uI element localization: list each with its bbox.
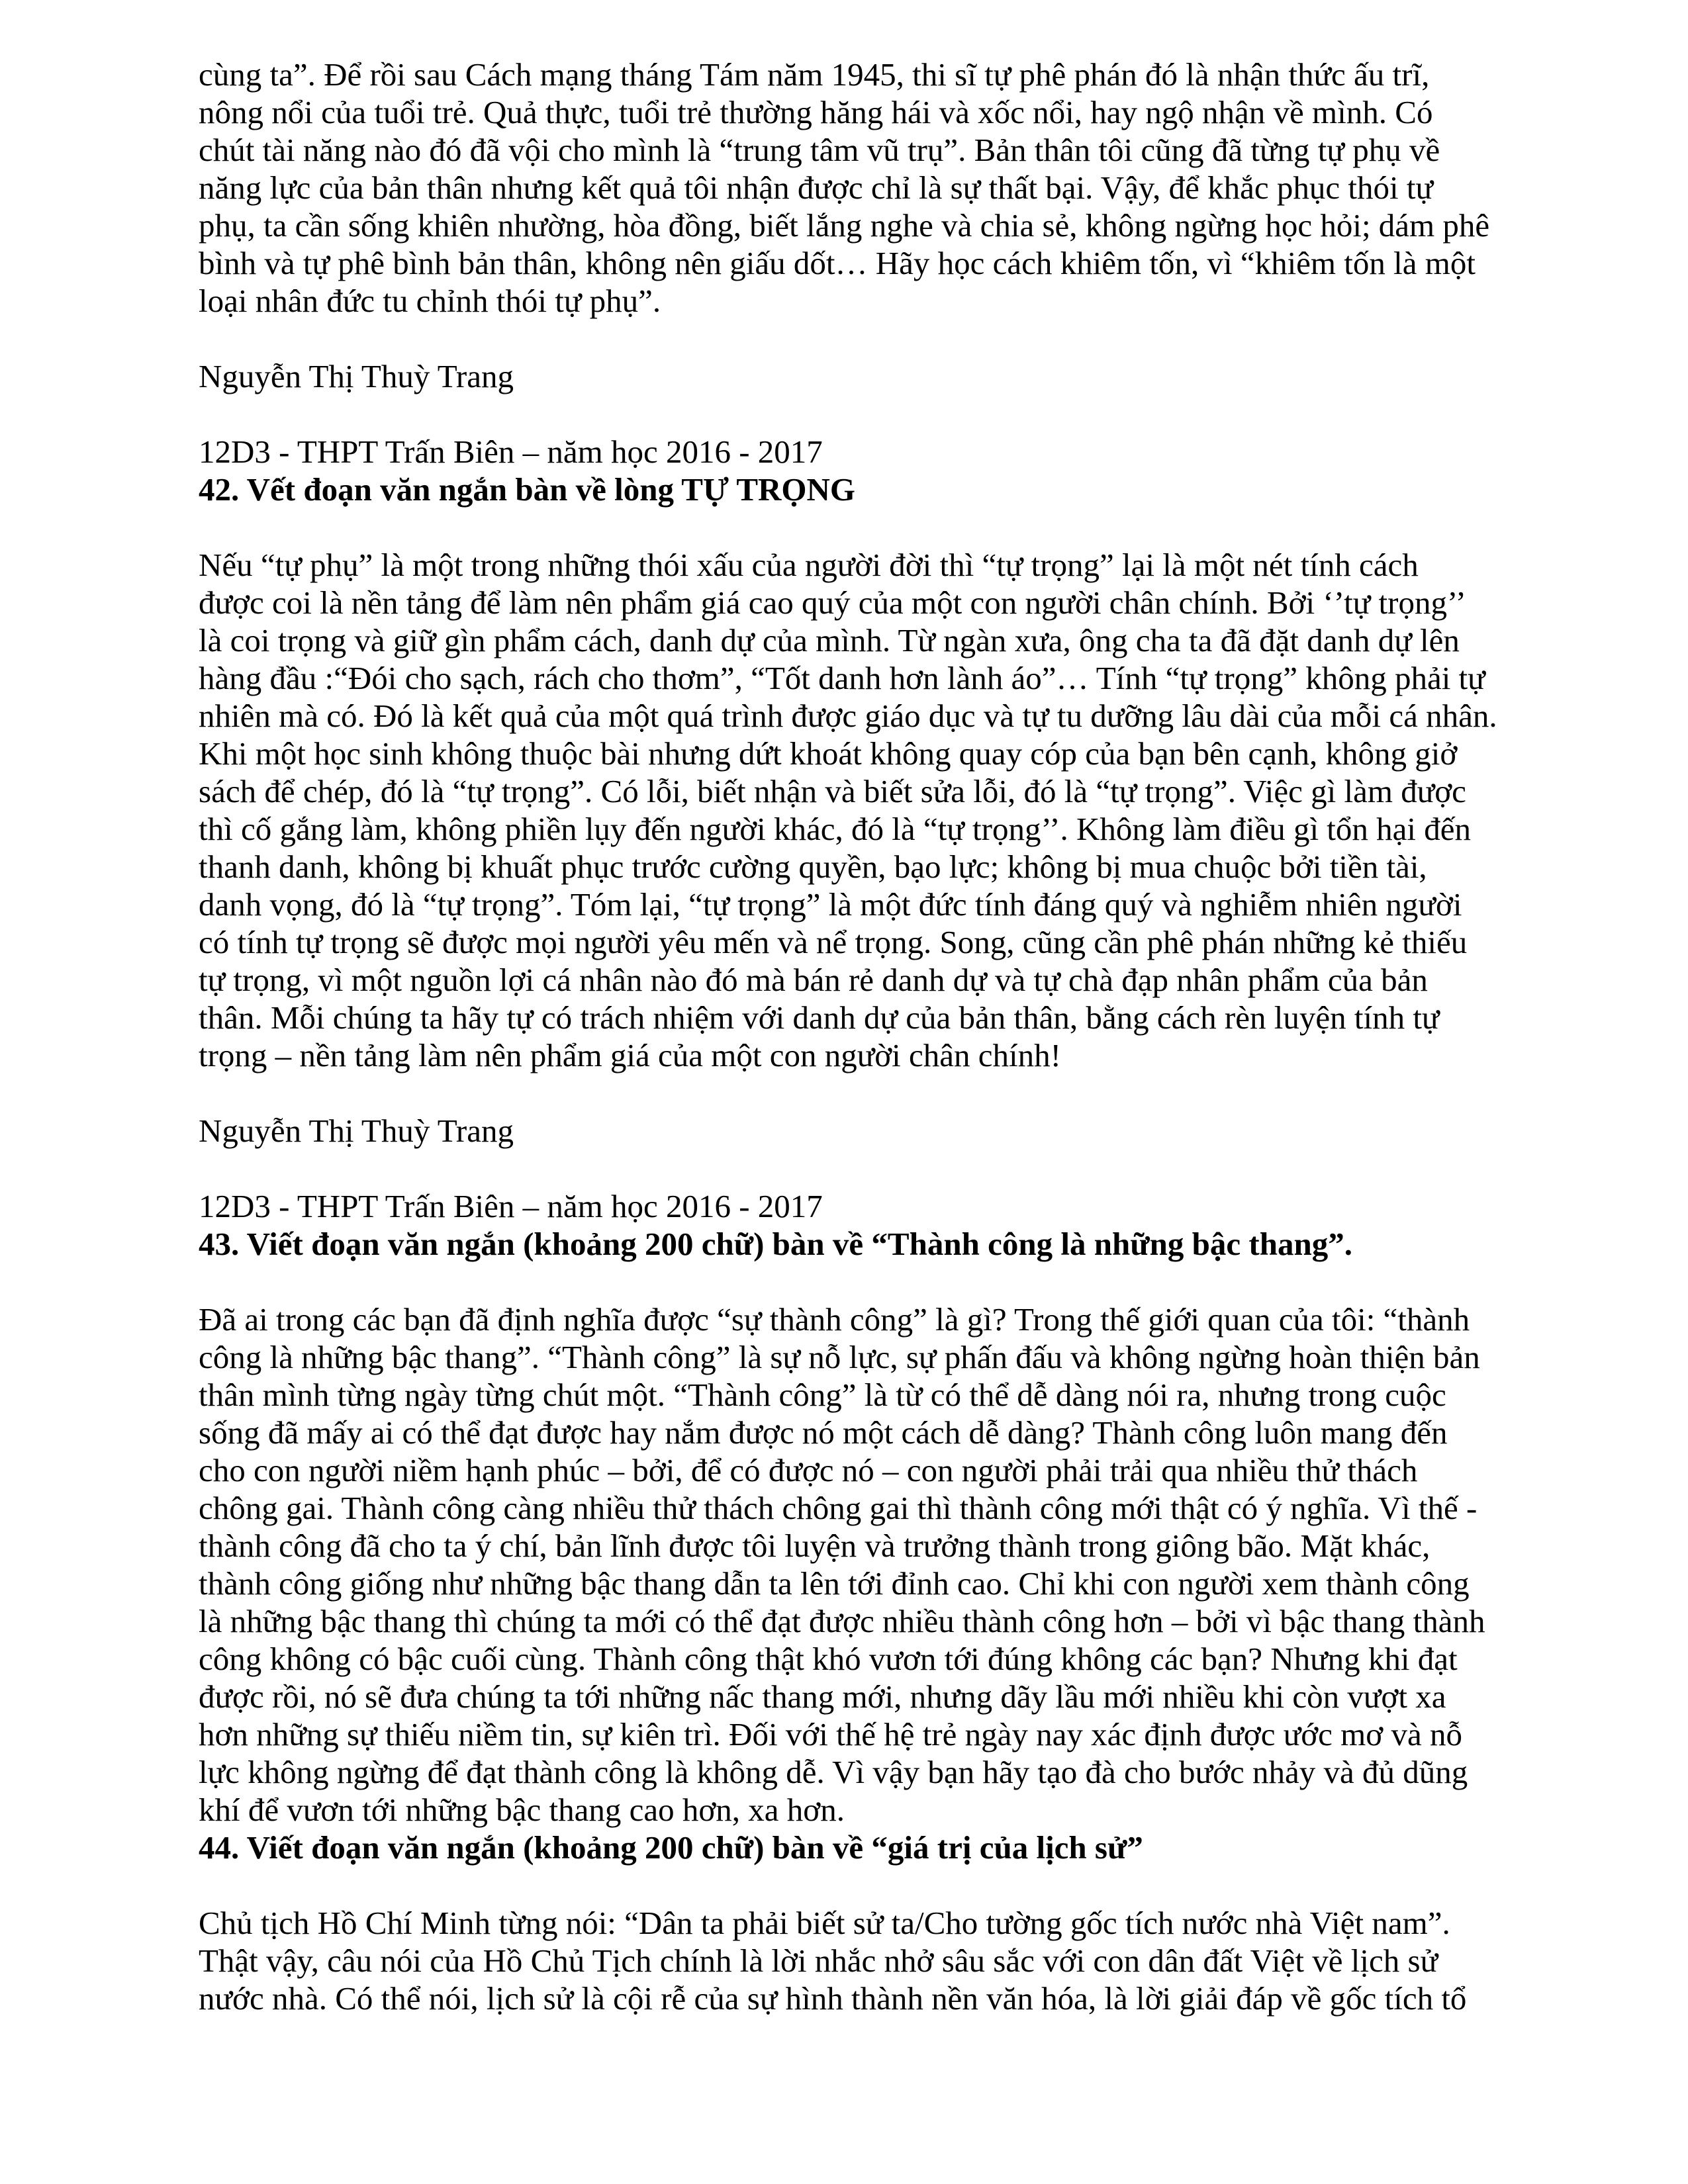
section-44-paragraph [199, 1904, 1516, 2017]
author-school: 12D3 - THPT Trấn Biên – năm học 2016 - 2017 [199, 1188, 823, 1224]
text-line: thân. Mỗi chúng ta hãy tự có trách nhiệm với danh dự của bản thân, bằng cách rèn luyện tính tự [199, 999, 1440, 1036]
intro-paragraph [199, 56, 1516, 320]
section-42-paragraph [199, 546, 1516, 1074]
text-line: là coi trọng và giữ gìn phẩm cách, danh dự của mình. Từ ngàn xưa, ông cha ta đã đặt danh dự lên [199, 622, 1460, 659]
section-43-paragraph [199, 1300, 1516, 1829]
section-42-heading: 42. Vết đoạn văn ngắn bàn về lòng TỰ TRỌNG [199, 471, 856, 508]
text-line: được coi là nền tảng để làm nên phẩm giá cao quý của một con người chân chính. Bởi ‘’tự trọng’’ [199, 584, 1466, 621]
text-line: nước nhà. Có thể nói, lịch sử là cội rễ của sự hình thành nền văn hóa, là lời giải đáp về gốc tích tổ [199, 1980, 1467, 2017]
text-line: phụ, ta cần sống khiên nhường, hòa đồng, biết lắng nghe và chia sẻ, không ngừng học hỏi; dám phê [199, 207, 1490, 244]
text-line: loại nhân đức tu chỉnh thói tự phụ”. [199, 283, 661, 319]
section-43-heading: 43. Viết đoạn văn ngắn (khoảng 200 chữ) bàn về “Thành công là những bậc thang”. [199, 1226, 1352, 1262]
text-line: Nếu “tự phụ” là một trong những thói xấu của người đời thì “tự trọng” lại là một nét tính cách [199, 547, 1419, 583]
text-line: sống đã mấy ai có thể đạt được hay nắm được nó một cách dễ dàng? Thành công luôn mang đến [199, 1414, 1448, 1451]
text-line: được rồi, nó sẽ đưa chúng ta tới những nấc thang mới, nhưng dãy lầu mới nhiều khi còn vượt xa [199, 1678, 1446, 1715]
text-line: Đã ai trong các bạn đã định nghĩa được “sự thành công” là gì? Trong thế giới quan của tôi: “thành [199, 1301, 1470, 1338]
text-line: chông gai. Thành công càng nhiều thử thách chông gai thì thành công mới thật có ý nghĩa. Vì thế - [199, 1490, 1477, 1526]
text-line: cùng ta”. Để rồi sau Cách mạng tháng Tám năm 1945, thi sĩ tự phê phán đó là nhận thức ấu trĩ, [199, 56, 1430, 93]
author-name: Nguyễn Thị Thuỳ Trang [199, 1113, 514, 1149]
text-line: sách để chép, đó là “tự trọng”. Có lỗi, biết nhận và biết sửa lỗi, đó là “tự trọng”. Việc gì làm được [199, 773, 1466, 809]
text-line: công không có bậc cuối cùng. Thành công thật khó vươn tới đúng không các bạn? Nhưng khi đạt [199, 1641, 1458, 1677]
text-line: nhiên mà có. Đó là kết quả của một quá trình được giáo dục và tự tu dưỡng lâu dài của mỗi cá nhân. [199, 698, 1497, 734]
text-line: là những bậc thang thì chúng ta mới có thể đạt được nhiều thành công hơn – bởi vì bậc thang thành [199, 1603, 1485, 1639]
text-line: trọng – nền tảng làm nên phẩm giá của một con người chân chính! [199, 1037, 1061, 1073]
text-line: thành công đã cho ta ý chí, bản lĩnh được tôi luyện và trưởng thành trong giông bão. Mặt khác, [199, 1527, 1430, 1564]
text-line: khí để vươn tới những bậc thang cao hơn, xa hơn. [199, 1792, 845, 1828]
text-line: Chủ tịch Hồ Chí Minh từng nói: “Dân ta phải biết sử ta/Cho tường gốc tích nước nhà Việt nam”. [199, 1905, 1450, 1941]
text-line: cho con người niềm hạnh phúc – bởi, để có được nó – con người phải trải qua nhiều thử thách [199, 1452, 1418, 1488]
text-line: nông nổi của tuổi trẻ. Quả thực, tuổi trẻ thường hăng hái và xốc nổi, hay ngộ nhận về mình. Có [199, 94, 1433, 130]
section-44-heading: 44. Viết đoạn văn ngắn (khoảng 200 chữ) bàn về “giá trị của lịch sử” [199, 1829, 1143, 1866]
text-line: thành công giống như những bậc thang dẫn ta lên tới đỉnh cao. Chỉ khi con người xem thành công [199, 1565, 1470, 1602]
author-school: 12D3 - THPT Trấn Biên – năm học 2016 - 2017 [199, 433, 823, 470]
text-line: có tính tự trọng sẽ được mọi người yêu mến và nể trọng. Song, cũng cần phê phán những kẻ thiếu [199, 924, 1468, 960]
text-line: thân mình từng ngày từng chút một. “Thành công” là từ có thể dễ dàng nói ra, nhưng trong cuộc [199, 1377, 1446, 1413]
text-line: thì cố gắng làm, không phiền lụy đến người khác, đó là “tự trọng’’. Không làm điều gì tổn hại đến [199, 811, 1472, 847]
text-line: năng lực của bản thân nhưng kết quả tôi nhận được chỉ là sự thất bại. Vậy, để khắc phục thói tự [199, 169, 1434, 206]
text-line: tự trọng, vì một nguồn lợi cá nhân nào đó mà bán rẻ danh dự và tự chà đạp nhân phẩm của bản [199, 962, 1428, 998]
text-line: Thật vậy, câu nói của Hồ Chủ Tịch chính là lời nhắc nhở sâu sắc với con dân đất Việt về lịch sử [199, 1942, 1438, 1979]
text-line: bình và tự phê bình bản thân, không nên giấu dốt… Hãy học cách khiêm tốn, vì “khiêm tốn là một [199, 245, 1476, 281]
text-line: công là những bậc thang”. “Thành công” là sự nỗ lực, sự phấn đấu và không ngừng hoàn thiện bản [199, 1339, 1480, 1375]
text-line: Khi một học sinh không thuộc bài nhưng dứt khoát không quay cóp của bạn bên cạnh, không giở [199, 735, 1458, 772]
text-line: thanh danh, không bị khuất phục trước cường quyền, bạo lực; không bị mua chuộc bởi tiền tài, [199, 848, 1427, 885]
text-line: chút tài năng nào đó đã vội cho mình là “trung tâm vũ trụ”. Bản thân tôi cũng đã từng tự phụ về [199, 132, 1440, 168]
text-line: hơn những sự thiếu niềm tin, sự kiên trì. Đối với thế hệ trẻ ngày nay xác định được ước mơ và nỗ [199, 1716, 1462, 1752]
text-line: hàng đầu :“Đói cho sạch, rách cho thơm”, “Tốt danh hơn lành áo”… Tính “tự trọng” không phải tự [199, 660, 1485, 696]
document-body [199, 56, 1516, 2017]
author-name: Nguyễn Thị Thuỳ Trang [199, 358, 514, 394]
text-line: danh vọng, đó là “tự trọng”. Tóm lại, “tự trọng” là một đức tính đáng quý và nghiễm nhiên người [199, 886, 1462, 923]
text-line: lực không ngừng để đạt thành công là không dễ. Vì vậy bạn hãy tạo đà cho bước nhảy và đủ dũng [199, 1754, 1468, 1790]
